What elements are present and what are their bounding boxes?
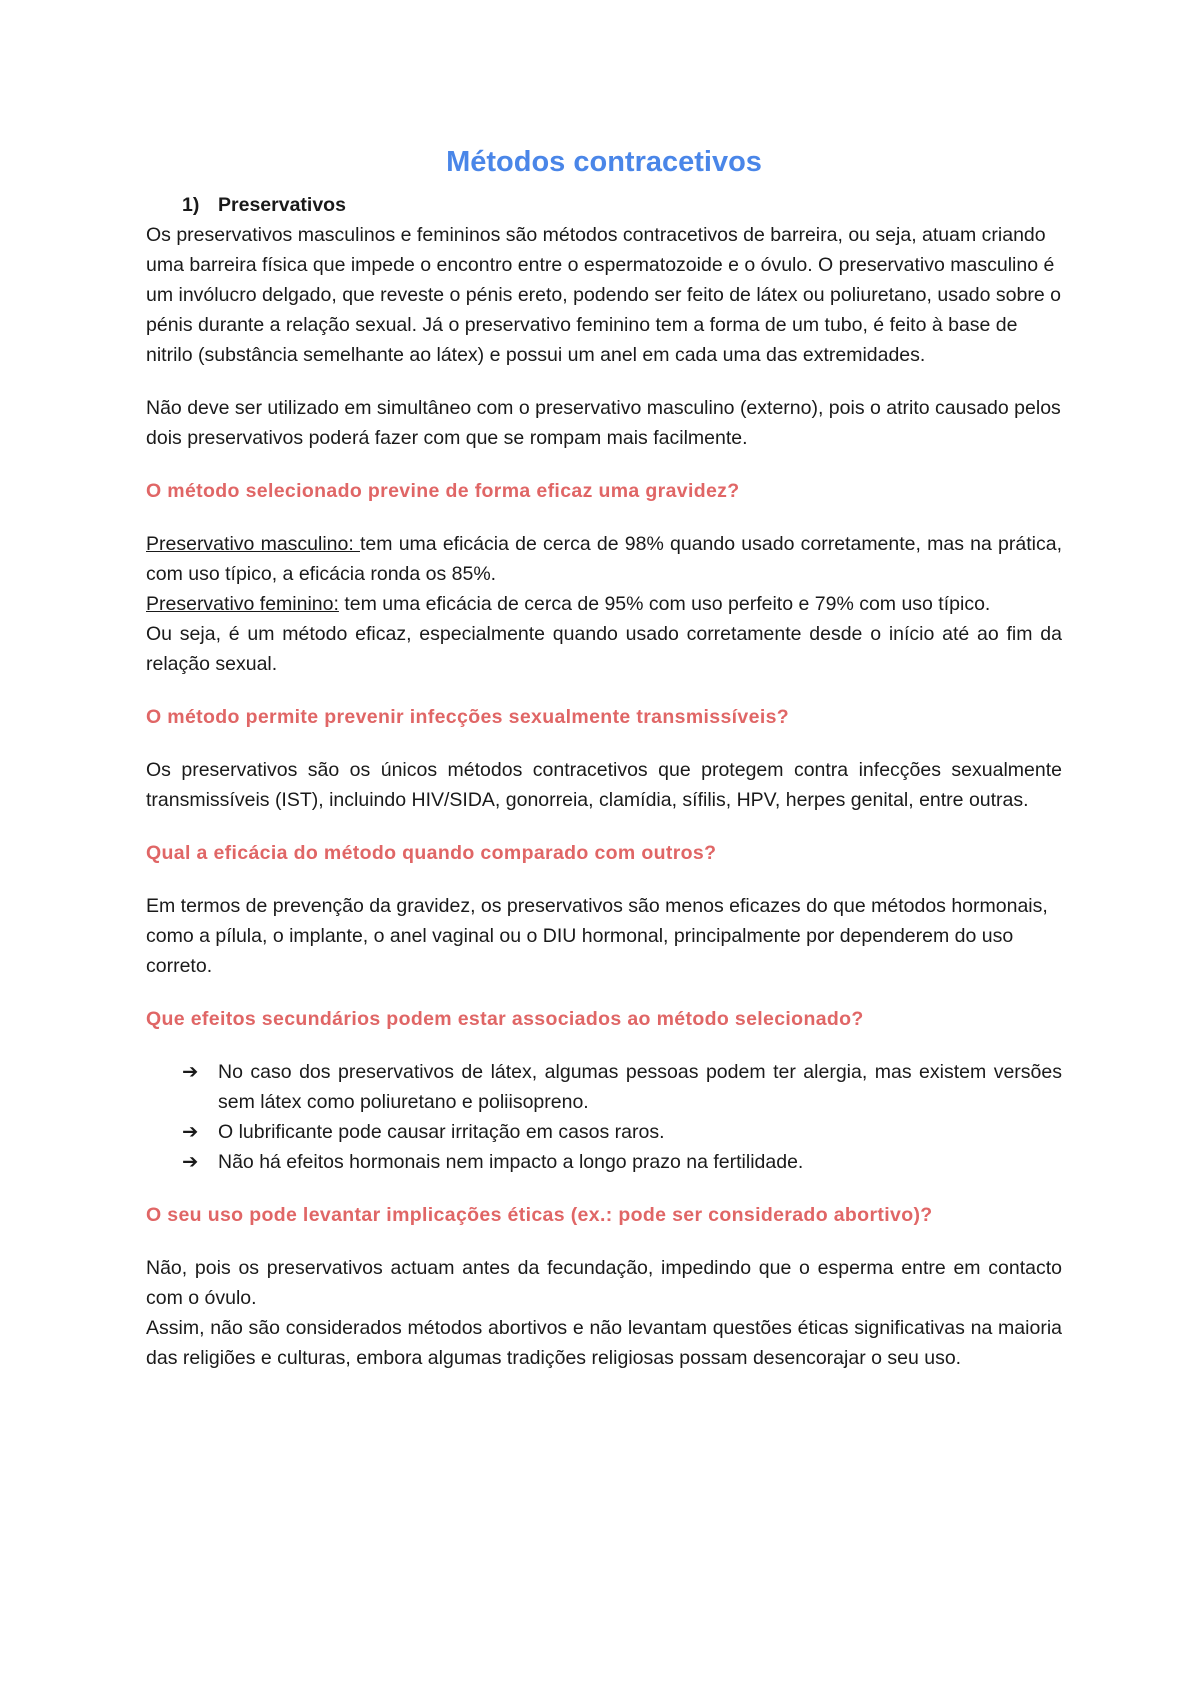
section-title: Preservativos — [218, 194, 346, 216]
female-condom-label: Preservativo feminino: — [146, 593, 339, 615]
list-item: ➔ No caso dos preservativos de látex, algumas pessoas podem ter alergia, mas existem versões sem látex como poliuretano e poliisopreno. — [182, 1057, 1062, 1117]
male-condom-efficacy — [146, 529, 1062, 589]
comparative-efficacy-answer: Em termos de prevenção da gravidez, os preservativos são menos eficazes do que métodos hormonais, como a pílula, o implante, o anel vaginal ou o DIU hormonal, principalmente por dependerem do uso correto. — [146, 895, 1048, 977]
male-condom-text: tem uma eficácia de cerca de 98% quando usado corretamente, mas na prática, com uso típico, a eficácia ronda os 85%. — [146, 533, 1062, 585]
arrow-right-icon: ➔ — [182, 1151, 199, 1173]
sti-answer: Os preservativos são os únicos métodos contracetivos que protegem contra infecções sexualmente transmissíveis (IST), incluindo HIV/SIDA, gonorreia, clamídia, sífilis, HPV, herpes genital, entre outras. — [146, 759, 1062, 811]
arrow-right-icon: ➔ — [182, 1121, 199, 1143]
male-condom-label: Preservativo masculino: — [146, 533, 360, 555]
female-condom-efficacy — [146, 589, 1062, 619]
question-side-effects: Que efeitos secundários podem estar associados ao método selecionado? — [146, 1008, 864, 1030]
question-comparative-efficacy: Qual a eficácia do método quando comparado com outros? — [146, 842, 717, 864]
list-item: ➔ Não há efeitos hormonais nem impacto a longo prazo na fertilidade. — [182, 1147, 1062, 1177]
document-title: Métodos contracetivos — [446, 146, 762, 178]
arrow-right-icon: ➔ — [182, 1061, 199, 1083]
side-effects-list — [146, 1057, 1062, 1177]
ethics-answer-1: Não, pois os preservativos actuam antes da fecundação, impedindo que o esperma entre em contacto com o óvulo. — [146, 1257, 1062, 1309]
section-number: 1) — [182, 194, 200, 216]
question-ethical-implications: O seu uso pode levantar implicações éticas (ex.: pode ser considerado abortivo)? — [146, 1204, 933, 1226]
intro-paragraph: Os preservativos masculinos e femininos são métodos contracetivos de barreira, ou seja, atuam criando uma barreira física que impede o encontro entre o espermatozoide e o óvulo. O preservativo masculino é um invólucro delgado, que reveste o pénis ereto, podendo ser feito de látex ou poliuretano, usado sobre o pénis durante a relação sexual. Já o preservativo feminino tem a forma de um tubo, é feito à base de nitrilo (substância semelhante ao látex) e possui um anel em cada uma das extremidades. — [146, 224, 1061, 366]
simultaneous-use-paragraph: Não deve ser utilizado em simultâneo com o preservativo masculino (externo), pois o atrito causado pelos dois preservativos poderá fazer com que se rompam mais facilmente. — [146, 397, 1061, 449]
question-sti-prevention: O método permite prevenir infecções sexualmente transmissíveis? — [146, 706, 790, 728]
question-pregnancy-prevention: O método selecionado previne de forma eficaz uma gravidez? — [146, 480, 740, 502]
efficacy-conclusion: Ou seja, é um método eficaz, especialmente quando usado corretamente desde o início até ao fim da relação sexual. — [146, 623, 1062, 675]
female-condom-text: tem uma eficácia de cerca de 95% com uso perfeito e 79% com uso típico. — [338, 593, 991, 615]
list-item: ➔ O lubrificante pode causar irritação em casos raros. — [182, 1117, 1062, 1147]
section-heading — [146, 190, 1062, 220]
document-content — [146, 140, 1062, 1373]
ethics-answer-2: Assim, não são considerados métodos abortivos e não levantam questões éticas significativas na maioria das religiões e culturas, embora algumas tradições religiosas possam desencorajar o seu uso. — [146, 1317, 1062, 1369]
